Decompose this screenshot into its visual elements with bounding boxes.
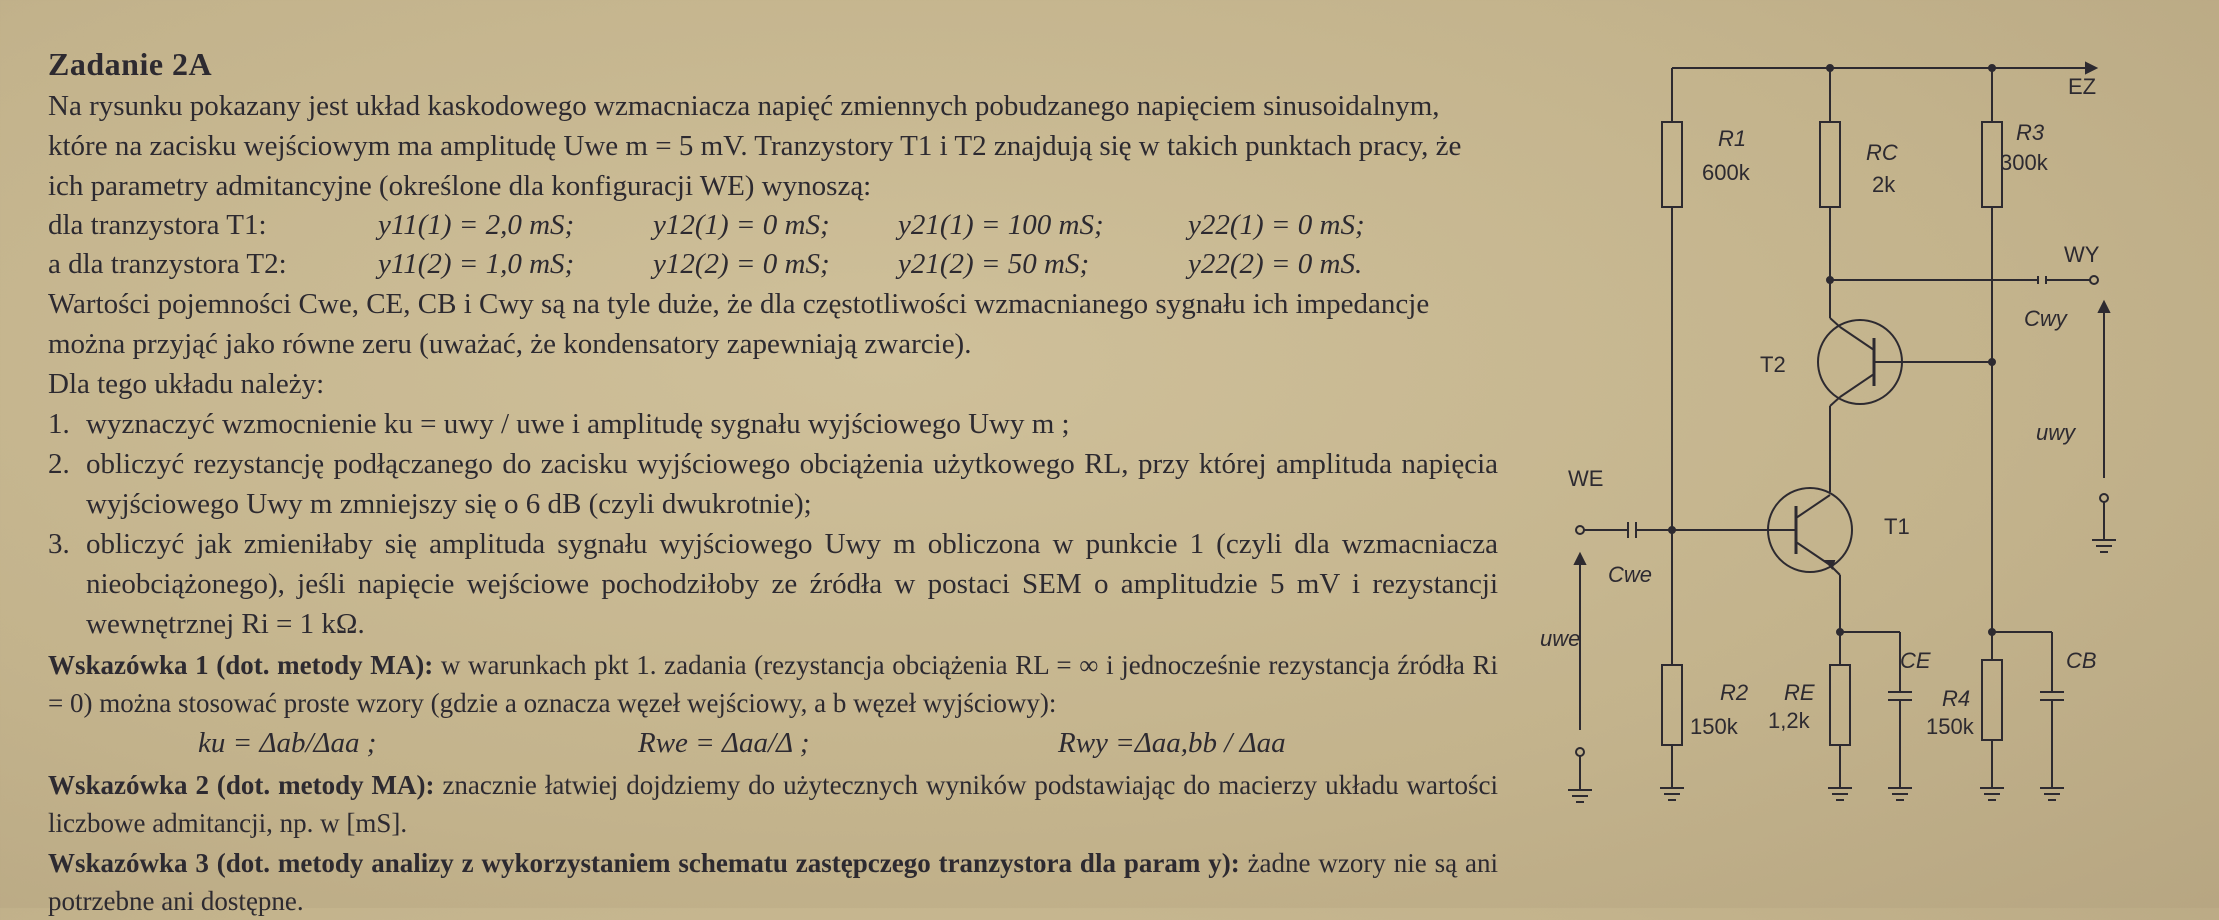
hint-1-text: w warunkach pkt 1. zadania (rezystancja obciążenia RL = ∞ i jednocześnie rezystancja źródła Ri = 0) można stosować proste wzory (gdzie a oznacza węzeł wejściowy, a b węzeł wyjściowy):	[48, 650, 1499, 718]
t2-y12: y12(2) = 0 mS;	[653, 248, 830, 280]
label-cb: CB	[2066, 648, 2097, 673]
we-terminal	[1576, 526, 1584, 534]
wy-terminal	[2090, 276, 2098, 284]
value-r4: 150k	[1926, 714, 1974, 739]
r2-resistor	[1662, 665, 1682, 745]
value-re: 1,2k	[1768, 708, 1810, 733]
label-uwe: uwe	[1540, 626, 1581, 651]
value-r1: 600k	[1702, 160, 1750, 185]
label-cwy: Cwy	[2024, 306, 2067, 331]
list-item-text: obliczyć rezystancję podłączanego do zacisku wyjściowego obciążenia użytkowego RL, przy której amplituda napięcia wyjściowego Uwy m zmniejszy się o 6 dB (czyli dwukrotnie);	[86, 448, 1498, 520]
list-item-number: 3.	[48, 528, 70, 560]
r3-resistor	[1982, 122, 2002, 207]
uwe-arrow-icon	[1575, 554, 1585, 564]
t2-y11: y11(2) = 1,0 mS;	[378, 248, 575, 280]
for-circuit-text: Dla tego układu należy:	[48, 368, 325, 400]
t2-y21: y21(2) = 50 mS;	[898, 248, 1090, 280]
hint-2-title: Wskazówka 2 (dot. metody MA):	[48, 770, 435, 800]
label-supply: EZ	[2068, 74, 2097, 99]
label-ce: CE	[1900, 648, 1931, 673]
params-t1-label: dla tranzystora T1:	[48, 209, 267, 241]
t1-y21: y21(1) = 100 mS;	[898, 209, 1104, 241]
label-r1: R1	[1718, 126, 1747, 151]
list-item-number: 2.	[48, 448, 70, 480]
re-resistor	[1830, 665, 1850, 745]
hint-2-text: znacznie łatwiej dojdziemy do użytecznych wyników podstawiając do macierzy układu wartości liczbowe admitancji, np. w [mS].	[48, 770, 1499, 838]
label-uwy: uwy	[2036, 420, 2076, 445]
list-item-text: obliczyć jak zmieniłaby się amplituda sygnału wyjściowego Uwy m obliczona w punkcie 1 (czyli dla wzmacniacza nieobciążonego), jeśli napięcie wejściowe pochodziłoby ze źródła w postaci SEM o amplitudzie 5 mV i rezystancji wewnętrznej Ri = 1 kΩ.	[86, 528, 1498, 640]
formula-rwe: Rwe = Δaa/Δ ;	[638, 727, 810, 759]
hint-3-title: Wskazówka 3 (dot. metody analizy z wykorzystaniem schematu zastępczego tranzystora dla param y):	[48, 848, 1240, 878]
list-item-number: 1.	[48, 408, 70, 440]
t1-y22: y22(1) = 0 mS;	[1188, 209, 1365, 241]
formula-ku: ku = Δab/Δaa ;	[198, 727, 377, 759]
task-intro: Na rysunku pokazany jest układ kaskodowego wzmacniacza napięć zmiennych pobudzanego napięciem sinusoidalnym, które na zacisku wejściowym ma amplitudę Uwe m = 5 mV. Tranzystory T1 i T2 znajdują się w takich punktach pracy, że ich parametry admitancyjne (określone dla konfiguracji WE) wynoszą:	[48, 90, 1462, 202]
t1-y12: y12(1) = 0 mS;	[653, 209, 830, 241]
task-title: Zadanie 2A	[48, 46, 213, 82]
label-r3: R3	[2016, 120, 2045, 145]
supply-arrow-icon	[2086, 63, 2096, 73]
hint-1-title: Wskazówka 1 (dot. metody MA):	[48, 650, 434, 680]
r1-resistor	[1662, 122, 1682, 207]
value-r2: 150k	[1690, 714, 1738, 739]
label-cwe: Cwe	[1608, 562, 1653, 587]
list-item-text: wyznaczyć wzmocnienie ku = uwy / uwe i amplitudę sygnału wyjściowego Uwy m ;	[86, 408, 1070, 440]
value-r3: 300k	[2000, 150, 2048, 175]
t1-y11: y11(1) = 2,0 mS;	[378, 209, 575, 241]
value-rc: 2k	[1872, 172, 1896, 197]
label-t2: T2	[1760, 352, 1786, 377]
hint-3-text: żadne wzory nie są ani potrzebne ani dostępne.	[48, 848, 1498, 916]
params-t2-label: a dla tranzystora T2:	[48, 248, 287, 280]
label-we: WE	[1568, 466, 1604, 491]
uwy-arrow-icon	[2099, 302, 2109, 312]
label-rc: RC	[1866, 140, 1898, 165]
r4-resistor	[1982, 660, 2002, 740]
t2-y22: y22(2) = 0 mS.	[1188, 248, 1363, 280]
label-re: RE	[1784, 680, 1815, 705]
label-wy: WY	[2064, 242, 2100, 267]
label-t1: T1	[1884, 514, 1910, 539]
label-r2: R2	[1720, 680, 1749, 705]
formula-rwy: Rwy =Δaa,bb / Δaa	[1058, 727, 1286, 759]
rc-resistor	[1820, 122, 1840, 207]
label-r4: R4	[1942, 686, 1971, 711]
capacitors-text: Wartości pojemności Cwe, CE, CB i Cwy są na tyle duże, że dla częstotliwości wzmacnianego sygnału ich impedancje można przyjąć jako równe zeru (uważać, że kondensatory zapewniają zwarcie).	[48, 288, 1430, 360]
